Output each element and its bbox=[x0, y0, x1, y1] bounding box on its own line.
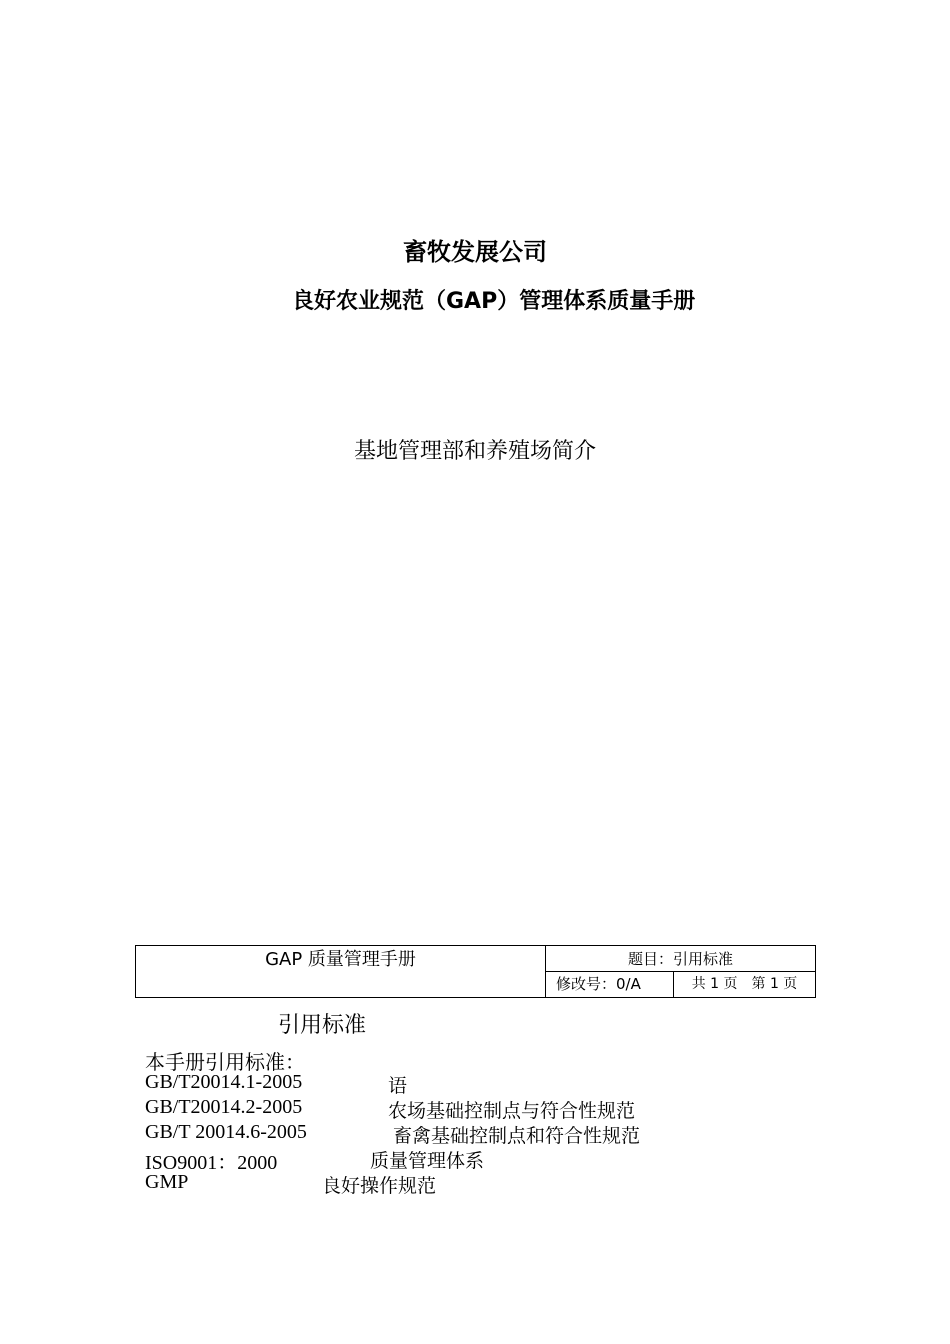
document-header-table bbox=[135, 945, 816, 998]
standard-code: GB/T20014.2-2005 bbox=[145, 1096, 303, 1118]
standards-intro: 本手册引用标准： bbox=[145, 1050, 305, 1074]
company-name bbox=[0, 232, 950, 267]
header-page-count: 共 1 页 第 1 页 bbox=[691, 976, 798, 992]
standard-name: 质量管理体系 bbox=[370, 1150, 485, 1172]
standard-name: 农场基础控制点与符合性规范 bbox=[388, 1100, 636, 1122]
company-name-text: 畜牧发展公司 bbox=[403, 238, 547, 266]
header-manual-name: GAP 质量管理手册 bbox=[136, 946, 546, 997]
standard-code: ISO9001：2000 bbox=[145, 1152, 278, 1174]
header-revision: 修改号：0/A bbox=[546, 972, 674, 997]
standard-code: GMP bbox=[145, 1171, 189, 1193]
header-subject: 题目：引用标准 bbox=[546, 946, 815, 972]
standard-name: 语 bbox=[388, 1075, 408, 1097]
intro-title: 基地管理部和养殖场简介 bbox=[353, 439, 596, 464]
standard-name: 畜禽基础控制点和符合性规范 bbox=[393, 1125, 641, 1147]
manual-title: 良好农业规范（GAP）管理体系质量手册 bbox=[292, 289, 696, 314]
standard-name: 良好操作规范 bbox=[322, 1175, 437, 1197]
standard-code: GB/T20014.1-2005 bbox=[145, 1071, 303, 1093]
section-heading: 引用标准 bbox=[278, 1013, 367, 1038]
standard-code: GB/T 20014.6-2005 bbox=[145, 1121, 307, 1143]
